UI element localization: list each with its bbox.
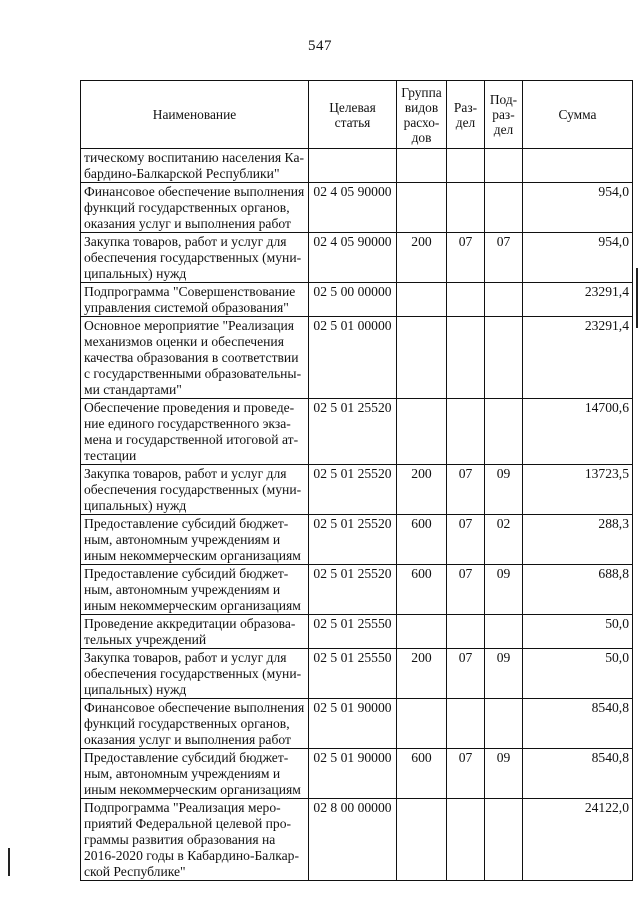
row-amount: 14700,6: [523, 399, 633, 465]
row-subsection: 09: [485, 749, 523, 799]
header-subsection-line-3: дел: [493, 122, 514, 137]
row-group: [397, 283, 447, 317]
row-amount: 50,0: [523, 615, 633, 649]
row-section: [447, 615, 485, 649]
row-section: 07: [447, 565, 485, 615]
row-group: 200: [397, 233, 447, 283]
table-row: [81, 515, 633, 565]
header-target-line-1: Целевая: [329, 99, 376, 115]
row-section: 07: [447, 515, 485, 565]
row-name: тическому воспитанию населения Ка-бардино-Балкарской Республики": [81, 149, 309, 183]
row-name: Финансовое обеспечение выполнения функций государственных органов, оказания услуг и выполнения работ: [81, 699, 309, 749]
table-row: [81, 649, 633, 699]
row-name: Основное мероприятие "Реализация механизмов оценки и обеспечения качества образования в соответствии с государственными образовательны-ми стандартами": [81, 317, 309, 399]
row-target-code: 02 4 05 90000: [309, 183, 397, 233]
row-target-code: 02 5 01 25550: [309, 649, 397, 699]
row-section: 07: [447, 233, 485, 283]
header-group-line-2: видов: [404, 99, 439, 115]
row-amount: 13723,5: [523, 465, 633, 515]
row-subsection: [485, 699, 523, 749]
row-target-code: 02 5 01 90000: [309, 699, 397, 749]
header-subsection: [485, 81, 523, 149]
row-subsection: 07: [485, 233, 523, 283]
header-group: [397, 81, 447, 149]
row-target-code: 02 5 01 25520: [309, 515, 397, 565]
row-group: 200: [397, 649, 447, 699]
row-subsection: [485, 283, 523, 317]
header-subsection-line-2: раз-: [492, 107, 515, 122]
row-name: Закупка товаров, работ и услуг для обеспечения государственных (муни-ципальных) нужд: [81, 649, 309, 699]
row-section: [447, 799, 485, 881]
budget-table: [80, 80, 633, 881]
row-group: [397, 615, 447, 649]
row-name: Обеспечение проведения и проведе-ние единого государственного экза-мена и государственной итоговой ат-тестации: [81, 399, 309, 465]
row-target-code: 02 5 01 90000: [309, 749, 397, 799]
row-group: [397, 317, 447, 399]
row-name: Финансовое обеспечение выполнения функций государственных органов, оказания услуг и выполнения работ: [81, 183, 309, 233]
row-subsection: 09: [485, 565, 523, 615]
scan-margin-mark-left: [8, 848, 10, 876]
row-section: [447, 283, 485, 317]
row-group: [397, 799, 447, 881]
scan-margin-mark-right: [636, 268, 638, 328]
table-row: [81, 149, 633, 183]
row-subsection: 09: [485, 465, 523, 515]
table-row: [81, 699, 633, 749]
row-name: Подпрограмма "Реализация меро-приятий Федеральной целевой про-граммы развития образования на 2016-2020 годы в Кабардино-Балкар-ской Республике": [81, 799, 309, 881]
row-target-code: 02 5 01 00000: [309, 317, 397, 399]
row-target-code: 02 5 01 25520: [309, 565, 397, 615]
header-section: [447, 81, 485, 149]
table-row: [81, 465, 633, 515]
row-subsection: [485, 317, 523, 399]
row-name: Предоставление субсидий бюджет-ным, автономным учреждениям и иным некоммерческим организациям: [81, 749, 309, 799]
row-name: Предоставление субсидий бюджет-ным, автономным учреждениям и иным некоммерческим организациям: [81, 515, 309, 565]
table-row: [81, 283, 633, 317]
row-amount: [523, 149, 633, 183]
header-section-line-2: дел: [455, 114, 476, 130]
row-amount: 8540,8: [523, 749, 633, 799]
table-row: [81, 317, 633, 399]
row-amount: 50,0: [523, 649, 633, 699]
row-group: 600: [397, 565, 447, 615]
row-target-code: 02 5 00 00000: [309, 283, 397, 317]
row-subsection: [485, 399, 523, 465]
header-section-line-1: Раз-: [453, 99, 478, 115]
row-group: [397, 399, 447, 465]
header-group-line-1: Группа: [401, 84, 442, 100]
row-target-code: 02 5 01 25550: [309, 615, 397, 649]
table-row: [81, 615, 633, 649]
row-name: Подпрограмма "Совершенствование управления системой образования": [81, 283, 309, 317]
row-section: 07: [447, 465, 485, 515]
table-row: [81, 183, 633, 233]
row-group: [397, 149, 447, 183]
page-number: 547: [308, 38, 332, 54]
row-subsection: [485, 183, 523, 233]
header-subsection-line-1: Под-: [489, 92, 518, 107]
row-target-code: 02 5 01 25520: [309, 399, 397, 465]
row-subsection: [485, 149, 523, 183]
header-target-line-2: статья: [334, 114, 371, 130]
header-group-line-3: расхо-: [403, 114, 440, 130]
row-amount: 8540,8: [523, 699, 633, 749]
row-section: 07: [447, 649, 485, 699]
row-subsection: 02: [485, 515, 523, 565]
header-target: [309, 81, 397, 149]
row-amount: 23291,4: [523, 317, 633, 399]
row-name: Закупка товаров, работ и услуг для обеспечения государственных (муни-ципальных) нужд: [81, 465, 309, 515]
header-name: Наименование: [81, 81, 309, 149]
row-target-code: [309, 149, 397, 183]
row-section: [447, 699, 485, 749]
row-section: [447, 317, 485, 399]
row-target-code: 02 5 01 25520: [309, 465, 397, 515]
row-amount: 954,0: [523, 233, 633, 283]
row-name: Закупка товаров, работ и услуг для обеспечения государственных (муни-ципальных) нужд: [81, 233, 309, 283]
row-section: [447, 149, 485, 183]
row-group: 600: [397, 749, 447, 799]
row-group: [397, 183, 447, 233]
row-section: [447, 399, 485, 465]
row-section: [447, 183, 485, 233]
row-subsection: [485, 615, 523, 649]
row-group: 200: [397, 465, 447, 515]
row-amount: 288,3: [523, 515, 633, 565]
row-subsection: [485, 799, 523, 881]
row-subsection: 09: [485, 649, 523, 699]
row-section: 07: [447, 749, 485, 799]
row-target-code: 02 8 00 00000: [309, 799, 397, 881]
table-row: [81, 799, 633, 881]
row-target-code: 02 4 05 90000: [309, 233, 397, 283]
table-row: [81, 233, 633, 283]
row-amount: 688,8: [523, 565, 633, 615]
table-row: [81, 749, 633, 799]
row-name: Проведение аккредитации образова-тельных учреждений: [81, 615, 309, 649]
row-amount: 23291,4: [523, 283, 633, 317]
row-amount: 954,0: [523, 183, 633, 233]
row-name: Предоставление субсидий бюджет-ным, автономным учреждениям и иным некоммерческим организациям: [81, 565, 309, 615]
table-row: [81, 399, 633, 465]
row-group: 600: [397, 515, 447, 565]
table-header-row: [81, 81, 633, 149]
row-amount: 24122,0: [523, 799, 633, 881]
row-group: [397, 699, 447, 749]
header-group-line-4: дов: [411, 129, 432, 145]
table-row: [81, 565, 633, 615]
header-amount: Сумма: [523, 81, 633, 149]
